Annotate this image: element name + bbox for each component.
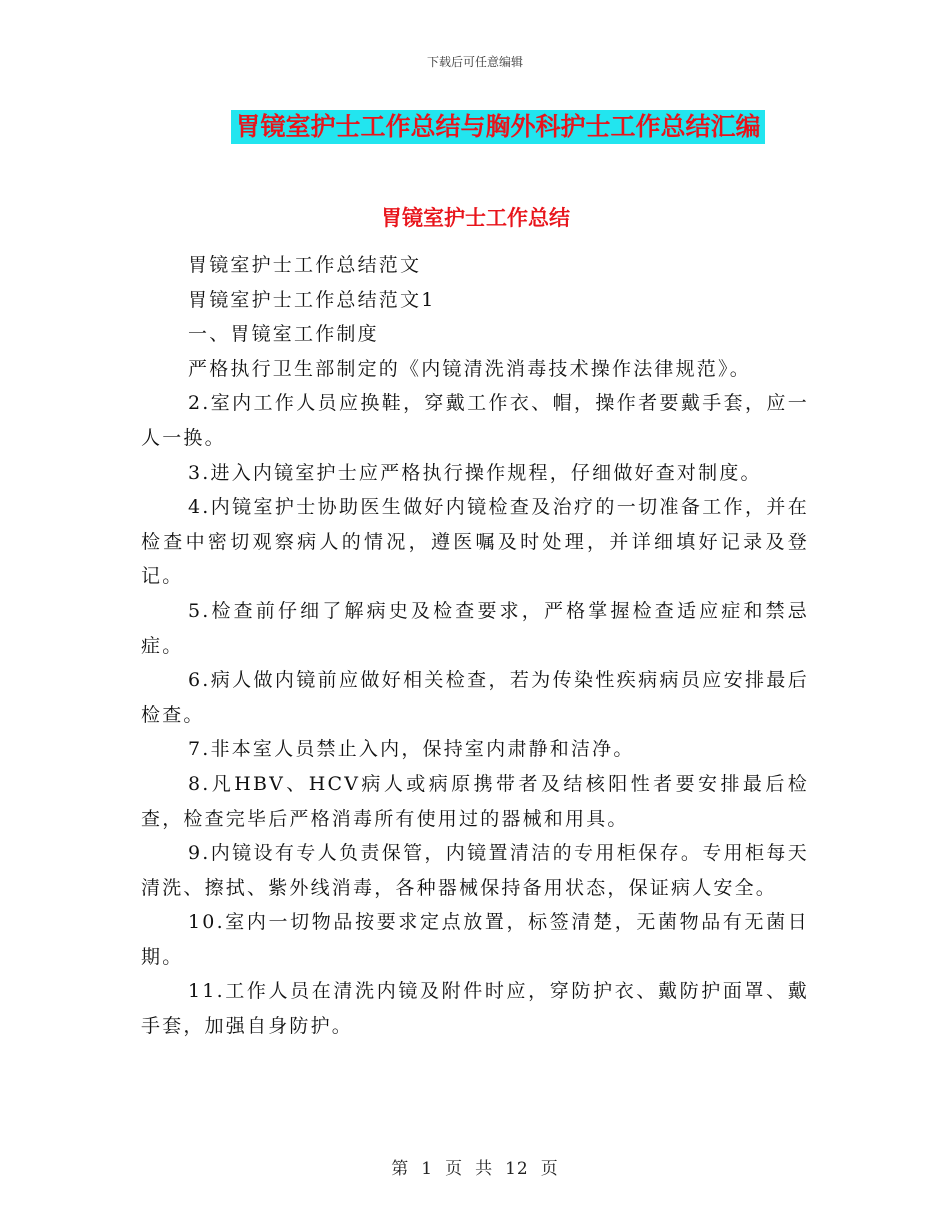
- paragraph: 9.内镜设有专人负责保管，内镜置清洁的专用柜保存。专用柜每天清洗、擦拭、紫外线消毒，各种器械保持备用状态，保证病人安全。: [141, 842, 809, 899]
- page-unit-label: 页: [445, 1159, 464, 1179]
- document-body: [141, 248, 809, 1044]
- total-pages-number: 12: [505, 1159, 529, 1179]
- paragraph: 严格执行卫生部制定的《内镜清洗消毒技术操作法律规范》。: [188, 357, 751, 380]
- paragraph: 3.进入内镜室护士应严格执行操作规程，仔细做好查对制度。: [188, 461, 762, 484]
- document-main-title: 胃镜室护士工作总结与胸外科护士工作总结汇编: [231, 110, 764, 144]
- paragraph: 5.检查前仔细了解病史及检查要求，严格掌握检查适应症和禁忌症。: [141, 599, 809, 657]
- paragraph: 6.病人做内镜前应做好相关检查，若为传染性疾病病员应安排最后检查。: [141, 669, 809, 726]
- paragraph: 一、胃镜室工作制度: [188, 323, 379, 346]
- main-title-container: [0, 110, 950, 144]
- paragraph: 胃镜室护士工作总结范文1: [188, 288, 436, 311]
- paragraph: 2.室内工作人员应换鞋，穿戴工作衣、帽，操作者要戴手套，应一人一换。: [141, 392, 809, 449]
- paragraph: 11.工作人员在清洗内镜及附件时应，穿防护衣、戴防护面罩、戴手套，加强自身防护。: [141, 980, 809, 1038]
- current-page-number: 1: [421, 1159, 434, 1179]
- paragraph: 10.室内一切物品按要求定点放置，标签清楚，无菌物品有无菌日期。: [141, 911, 809, 968]
- paragraph: 4.内镜室护士协助医生做好内镜检查及治疗的一切准备工作，并在检查中密切观察病人的情况，遵医嘱及时处理，并详细填好记录及登记。: [141, 496, 809, 588]
- paragraph: 胃镜室护士工作总结范文: [188, 254, 422, 276]
- paragraph: 7.非本室人员禁止入内，保持室内肃静和洁净。: [188, 738, 635, 761]
- section-title: 胃镜室护士工作总结: [381, 206, 570, 230]
- total-label: 共: [475, 1159, 494, 1179]
- paragraph: 8.凡HBV、HCV病人或病原携带者及结核阳性者要安排最后检查，检查完毕后严格消毒所有使用过的器械和用具。: [141, 772, 809, 830]
- total-unit-label: 页: [540, 1159, 559, 1179]
- header-note: 下载后可任意编辑: [426, 55, 523, 69]
- page-label: 第: [391, 1159, 410, 1179]
- page-number-footer: [0, 1154, 950, 1179]
